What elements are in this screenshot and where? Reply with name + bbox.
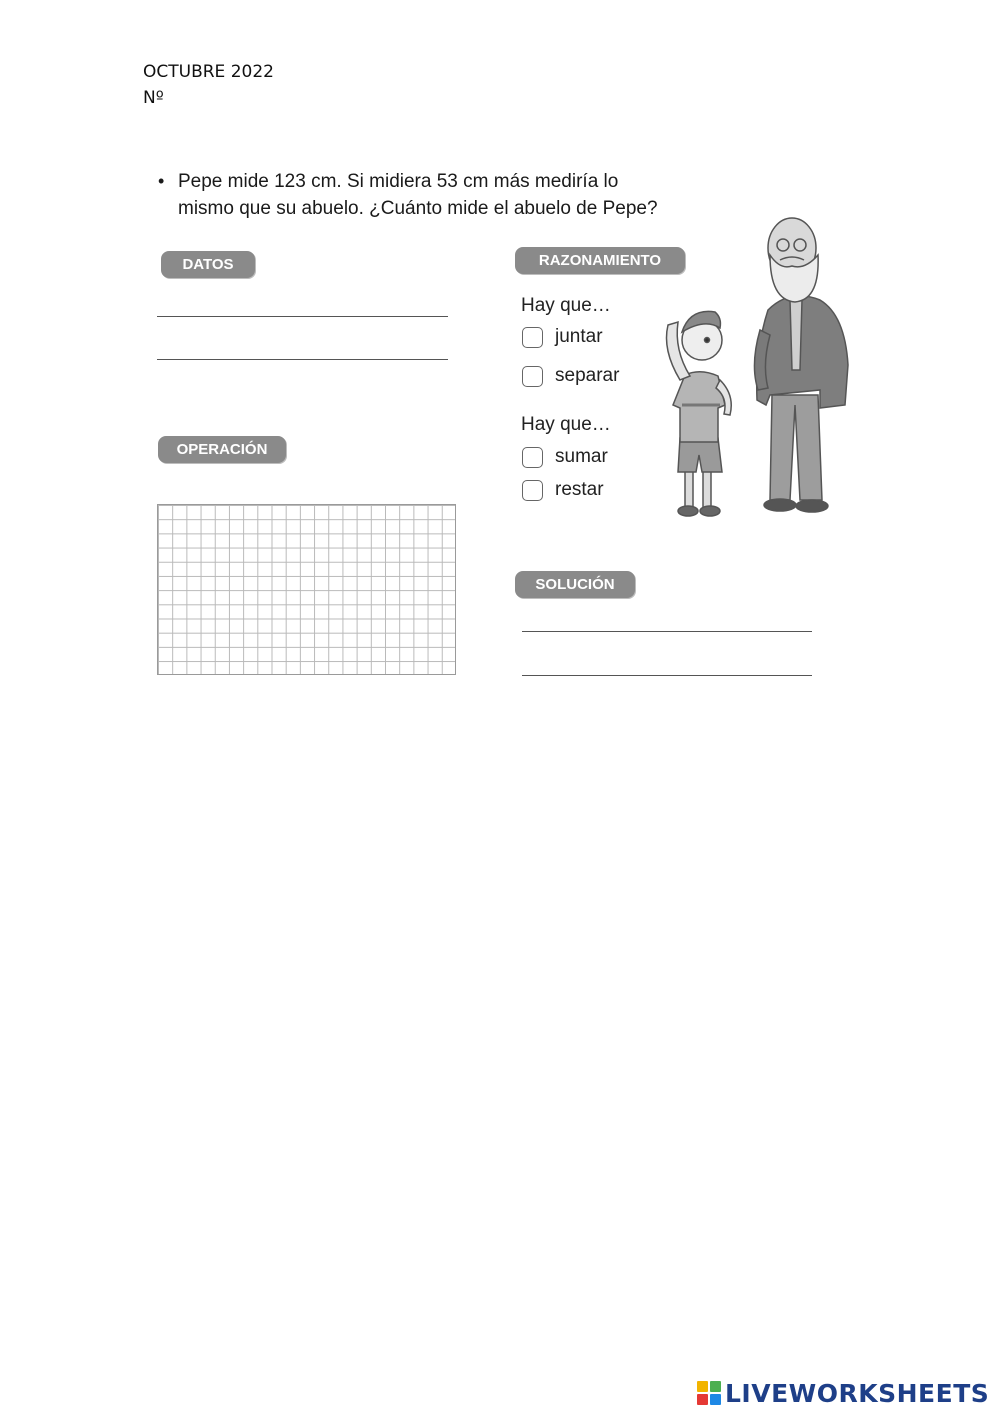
option-restar-label: restar <box>555 479 604 500</box>
section-solucion-label: SOLUCIÓN <box>515 571 635 598</box>
option-restar[interactable] <box>522 479 604 501</box>
boy-figure <box>667 311 732 516</box>
checkbox-restar[interactable] <box>522 480 543 501</box>
solucion-answer-line-2[interactable] <box>522 675 812 676</box>
bullet-point: • <box>158 171 165 191</box>
boy-and-grandfather-illustration <box>640 200 865 545</box>
number-label: Nº <box>143 88 164 108</box>
checkbox-juntar[interactable] <box>522 327 543 348</box>
option-separar[interactable] <box>522 365 619 387</box>
grandfather-figure <box>754 218 848 512</box>
option-sumar[interactable] <box>522 446 608 468</box>
date-header: OCTUBRE 2022 <box>143 62 274 82</box>
option-juntar[interactable] <box>522 326 603 348</box>
option-separar-label: separar <box>555 365 620 386</box>
section-datos-label: DATOS <box>161 251 255 278</box>
problem-line-1: Pepe mide 123 cm. Si midiera 53 cm más mediría lo <box>178 171 619 192</box>
operation-grid[interactable] <box>157 504 456 675</box>
checkbox-separar[interactable] <box>522 366 543 387</box>
reasoning-prompt-1: Hay que… <box>521 295 611 316</box>
brand-name: LIVEWORKSHEETS <box>725 1378 990 1408</box>
solucion-answer-line-1[interactable] <box>522 631 812 632</box>
problem-statement <box>158 168 698 222</box>
datos-answer-line-2[interactable] <box>157 359 448 360</box>
section-operacion-label: OPERACIÓN <box>158 436 286 463</box>
option-juntar-label: juntar <box>555 326 603 347</box>
problem-line-2: mismo que su abuelo. ¿Cuánto mide el abuelo de Pepe? <box>178 198 658 219</box>
reasoning-prompt-2: Hay que… <box>521 414 611 435</box>
datos-answer-line-1[interactable] <box>157 316 448 317</box>
liveworksheets-brand[interactable] <box>697 1377 989 1409</box>
checkbox-sumar[interactable] <box>522 447 543 468</box>
option-sumar-label: sumar <box>555 446 608 467</box>
section-razonamiento-label: RAZONAMIENTO <box>515 247 685 274</box>
liveworksheets-logo-icon <box>697 1381 721 1405</box>
